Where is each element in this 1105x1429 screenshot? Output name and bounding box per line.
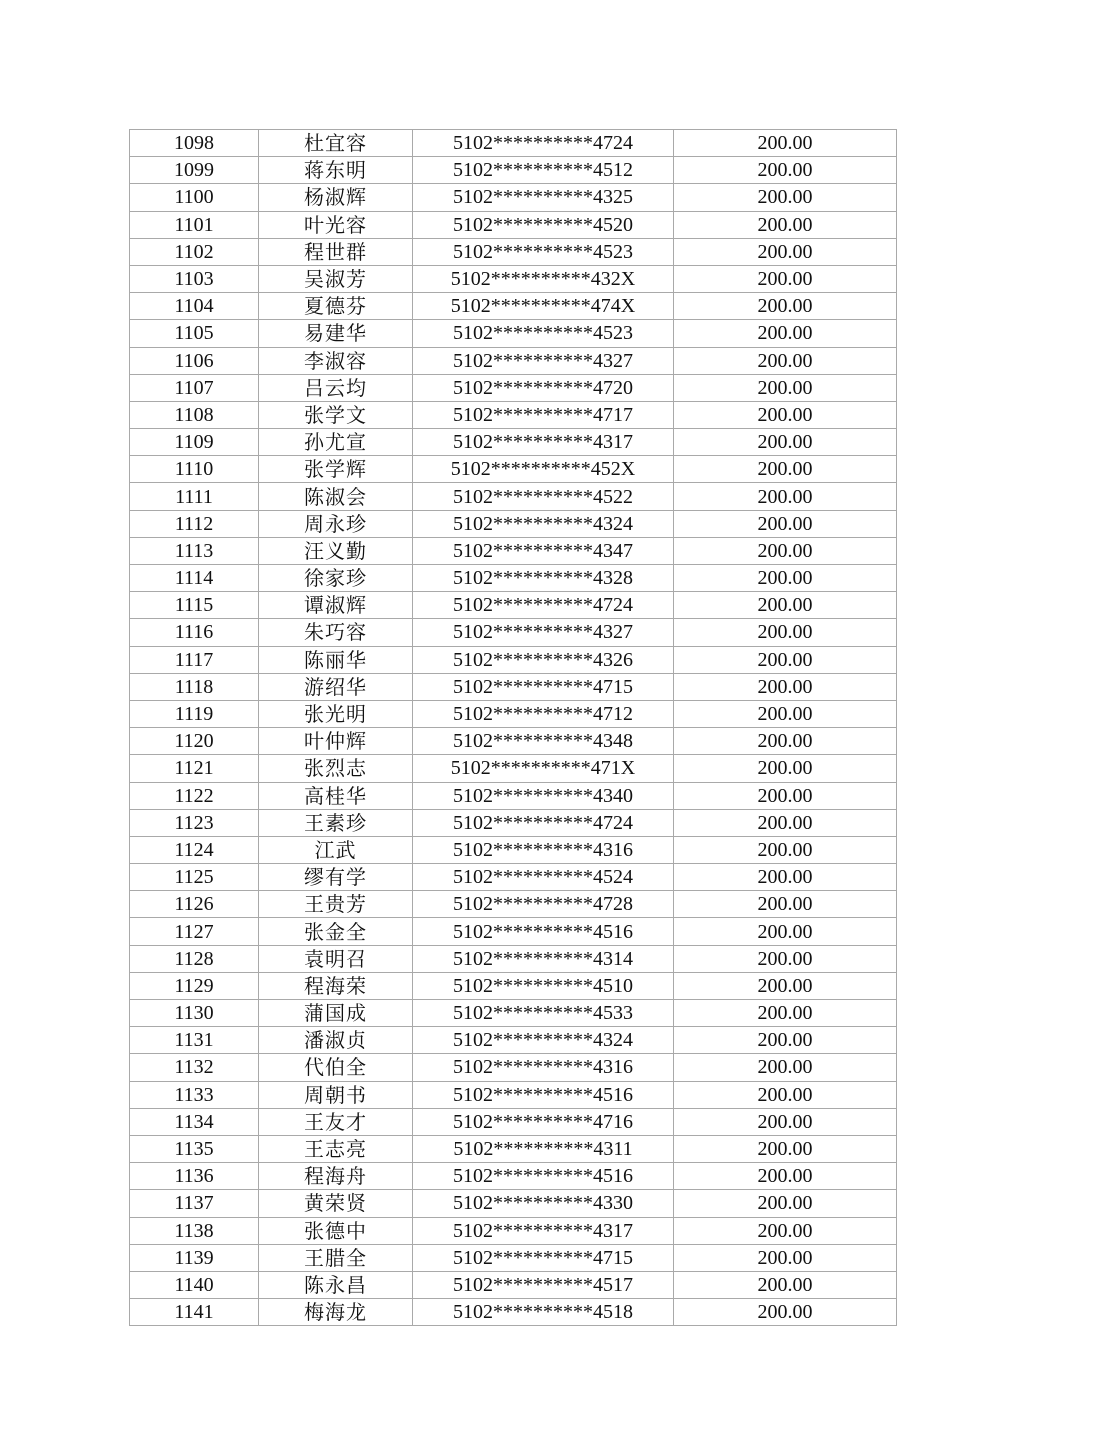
row-number-cell: 1108 bbox=[130, 401, 259, 428]
table-row bbox=[130, 265, 897, 292]
person-name-cell: 梅海龙 bbox=[259, 1299, 413, 1326]
person-name-cell: 叶仲辉 bbox=[259, 728, 413, 755]
id-number-cell: 5102**********432X bbox=[413, 265, 674, 292]
row-number-cell: 1098 bbox=[130, 130, 259, 157]
person-name-cell: 潘淑贞 bbox=[259, 1027, 413, 1054]
amount-cell: 200.00 bbox=[674, 1027, 897, 1054]
id-number-cell: 5102**********4517 bbox=[413, 1271, 674, 1298]
person-name-cell: 张学文 bbox=[259, 401, 413, 428]
table-row bbox=[130, 1027, 897, 1054]
amount-cell: 200.00 bbox=[674, 157, 897, 184]
row-number-cell: 1109 bbox=[130, 429, 259, 456]
roster-table bbox=[129, 129, 897, 1326]
table-row bbox=[130, 700, 897, 727]
id-number-cell: 5102**********4728 bbox=[413, 891, 674, 918]
id-number-cell: 5102**********4724 bbox=[413, 592, 674, 619]
id-number-cell: 5102**********4712 bbox=[413, 700, 674, 727]
amount-cell: 200.00 bbox=[674, 1081, 897, 1108]
person-name-cell: 易建华 bbox=[259, 320, 413, 347]
row-number-cell: 1125 bbox=[130, 864, 259, 891]
row-number-cell: 1127 bbox=[130, 918, 259, 945]
amount-cell: 200.00 bbox=[674, 211, 897, 238]
table-row bbox=[130, 537, 897, 564]
amount-cell: 200.00 bbox=[674, 809, 897, 836]
table-row bbox=[130, 483, 897, 510]
row-number-cell: 1124 bbox=[130, 836, 259, 863]
id-number-cell: 5102**********4324 bbox=[413, 510, 674, 537]
row-number-cell: 1123 bbox=[130, 809, 259, 836]
id-number-cell: 5102**********4316 bbox=[413, 1054, 674, 1081]
id-number-cell: 5102**********4516 bbox=[413, 1163, 674, 1190]
amount-cell: 200.00 bbox=[674, 891, 897, 918]
amount-cell: 200.00 bbox=[674, 646, 897, 673]
table-row bbox=[130, 592, 897, 619]
table-row bbox=[130, 673, 897, 700]
table-row bbox=[130, 809, 897, 836]
amount-cell: 200.00 bbox=[674, 918, 897, 945]
table-row bbox=[130, 1190, 897, 1217]
row-number-cell: 1136 bbox=[130, 1163, 259, 1190]
id-number-cell: 5102**********4518 bbox=[413, 1299, 674, 1326]
table-row bbox=[130, 401, 897, 428]
amount-cell: 200.00 bbox=[674, 755, 897, 782]
id-number-cell: 5102**********4317 bbox=[413, 429, 674, 456]
id-number-cell: 5102**********4522 bbox=[413, 483, 674, 510]
row-number-cell: 1107 bbox=[130, 374, 259, 401]
row-number-cell: 1118 bbox=[130, 673, 259, 700]
id-number-cell: 5102**********4520 bbox=[413, 211, 674, 238]
table-row bbox=[130, 782, 897, 809]
row-number-cell: 1131 bbox=[130, 1027, 259, 1054]
id-number-cell: 5102**********4328 bbox=[413, 565, 674, 592]
table-row bbox=[130, 1108, 897, 1135]
row-number-cell: 1137 bbox=[130, 1190, 259, 1217]
person-name-cell: 张金全 bbox=[259, 918, 413, 945]
row-number-cell: 1126 bbox=[130, 891, 259, 918]
id-number-cell: 5102**********4316 bbox=[413, 836, 674, 863]
row-number-cell: 1139 bbox=[130, 1244, 259, 1271]
amount-cell: 200.00 bbox=[674, 1299, 897, 1326]
id-number-cell: 5102**********4326 bbox=[413, 646, 674, 673]
person-name-cell: 张德中 bbox=[259, 1217, 413, 1244]
amount-cell: 200.00 bbox=[674, 700, 897, 727]
table-row bbox=[130, 1081, 897, 1108]
table-row bbox=[130, 320, 897, 347]
person-name-cell: 江武 bbox=[259, 836, 413, 863]
table-row bbox=[130, 972, 897, 999]
person-name-cell: 程海荣 bbox=[259, 972, 413, 999]
table-row bbox=[130, 755, 897, 782]
row-number-cell: 1104 bbox=[130, 293, 259, 320]
row-number-cell: 1114 bbox=[130, 565, 259, 592]
person-name-cell: 叶光容 bbox=[259, 211, 413, 238]
amount-cell: 200.00 bbox=[674, 320, 897, 347]
table-row bbox=[130, 1271, 897, 1298]
id-number-cell: 5102**********4716 bbox=[413, 1108, 674, 1135]
person-name-cell: 缪有学 bbox=[259, 864, 413, 891]
table-row bbox=[130, 918, 897, 945]
table-row bbox=[130, 864, 897, 891]
id-number-cell: 5102**********4523 bbox=[413, 238, 674, 265]
amount-cell: 200.00 bbox=[674, 592, 897, 619]
table-row bbox=[130, 238, 897, 265]
table-row bbox=[130, 1163, 897, 1190]
amount-cell: 200.00 bbox=[674, 184, 897, 211]
person-name-cell: 王素珍 bbox=[259, 809, 413, 836]
person-name-cell: 高桂华 bbox=[259, 782, 413, 809]
person-name-cell: 王腊全 bbox=[259, 1244, 413, 1271]
amount-cell: 200.00 bbox=[674, 836, 897, 863]
table-row bbox=[130, 374, 897, 401]
amount-cell: 200.00 bbox=[674, 401, 897, 428]
id-number-cell: 5102**********4523 bbox=[413, 320, 674, 347]
id-number-cell: 5102**********4524 bbox=[413, 864, 674, 891]
person-name-cell: 陈淑会 bbox=[259, 483, 413, 510]
amount-cell: 200.00 bbox=[674, 347, 897, 374]
person-name-cell: 夏德芬 bbox=[259, 293, 413, 320]
row-number-cell: 1128 bbox=[130, 945, 259, 972]
amount-cell: 200.00 bbox=[674, 673, 897, 700]
person-name-cell: 王友才 bbox=[259, 1108, 413, 1135]
amount-cell: 200.00 bbox=[674, 864, 897, 891]
amount-cell: 200.00 bbox=[674, 1244, 897, 1271]
id-number-cell: 5102**********4325 bbox=[413, 184, 674, 211]
person-name-cell: 程世群 bbox=[259, 238, 413, 265]
person-name-cell: 陈丽华 bbox=[259, 646, 413, 673]
table-row bbox=[130, 728, 897, 755]
person-name-cell: 杨淑辉 bbox=[259, 184, 413, 211]
roster-table-body bbox=[130, 130, 897, 1326]
table-row bbox=[130, 157, 897, 184]
row-number-cell: 1110 bbox=[130, 456, 259, 483]
id-number-cell: 5102**********4724 bbox=[413, 130, 674, 157]
person-name-cell: 吴淑芳 bbox=[259, 265, 413, 292]
row-number-cell: 1116 bbox=[130, 619, 259, 646]
row-number-cell: 1130 bbox=[130, 1000, 259, 1027]
amount-cell: 200.00 bbox=[674, 945, 897, 972]
row-number-cell: 1141 bbox=[130, 1299, 259, 1326]
table-row bbox=[130, 130, 897, 157]
person-name-cell: 徐家珍 bbox=[259, 565, 413, 592]
amount-cell: 200.00 bbox=[674, 293, 897, 320]
row-number-cell: 1129 bbox=[130, 972, 259, 999]
table-row bbox=[130, 836, 897, 863]
id-number-cell: 5102**********4512 bbox=[413, 157, 674, 184]
amount-cell: 200.00 bbox=[674, 429, 897, 456]
person-name-cell: 张烈志 bbox=[259, 755, 413, 782]
amount-cell: 200.00 bbox=[674, 510, 897, 537]
amount-cell: 200.00 bbox=[674, 728, 897, 755]
table-row bbox=[130, 429, 897, 456]
id-number-cell: 5102**********4720 bbox=[413, 374, 674, 401]
id-number-cell: 5102**********4317 bbox=[413, 1217, 674, 1244]
person-name-cell: 谭淑辉 bbox=[259, 592, 413, 619]
amount-cell: 200.00 bbox=[674, 1054, 897, 1081]
id-number-cell: 5102**********4330 bbox=[413, 1190, 674, 1217]
person-name-cell: 周朝书 bbox=[259, 1081, 413, 1108]
person-name-cell: 袁明召 bbox=[259, 945, 413, 972]
row-number-cell: 1135 bbox=[130, 1135, 259, 1162]
person-name-cell: 程海舟 bbox=[259, 1163, 413, 1190]
id-number-cell: 5102**********4516 bbox=[413, 918, 674, 945]
amount-cell: 200.00 bbox=[674, 782, 897, 809]
table-row bbox=[130, 945, 897, 972]
amount-cell: 200.00 bbox=[674, 537, 897, 564]
amount-cell: 200.00 bbox=[674, 1135, 897, 1162]
amount-cell: 200.00 bbox=[674, 1108, 897, 1135]
id-number-cell: 5102**********4324 bbox=[413, 1027, 674, 1054]
amount-cell: 200.00 bbox=[674, 565, 897, 592]
person-name-cell: 孙尤宣 bbox=[259, 429, 413, 456]
amount-cell: 200.00 bbox=[674, 1271, 897, 1298]
table-row bbox=[130, 565, 897, 592]
row-number-cell: 1138 bbox=[130, 1217, 259, 1244]
table-row bbox=[130, 1135, 897, 1162]
amount-cell: 200.00 bbox=[674, 1190, 897, 1217]
row-number-cell: 1105 bbox=[130, 320, 259, 347]
id-number-cell: 5102**********4717 bbox=[413, 401, 674, 428]
id-number-cell: 5102**********4347 bbox=[413, 537, 674, 564]
id-number-cell: 5102**********4533 bbox=[413, 1000, 674, 1027]
id-number-cell: 5102**********4327 bbox=[413, 619, 674, 646]
row-number-cell: 1113 bbox=[130, 537, 259, 564]
roster-sheet bbox=[129, 129, 897, 1326]
row-number-cell: 1140 bbox=[130, 1271, 259, 1298]
row-number-cell: 1119 bbox=[130, 700, 259, 727]
row-number-cell: 1099 bbox=[130, 157, 259, 184]
amount-cell: 200.00 bbox=[674, 483, 897, 510]
table-row bbox=[130, 619, 897, 646]
row-number-cell: 1100 bbox=[130, 184, 259, 211]
amount-cell: 200.00 bbox=[674, 374, 897, 401]
table-row bbox=[130, 1299, 897, 1326]
table-row bbox=[130, 184, 897, 211]
person-name-cell: 蒋东明 bbox=[259, 157, 413, 184]
amount-cell: 200.00 bbox=[674, 1000, 897, 1027]
table-row bbox=[130, 510, 897, 537]
amount-cell: 200.00 bbox=[674, 1217, 897, 1244]
person-name-cell: 周永珍 bbox=[259, 510, 413, 537]
amount-cell: 200.00 bbox=[674, 1163, 897, 1190]
row-number-cell: 1117 bbox=[130, 646, 259, 673]
row-number-cell: 1102 bbox=[130, 238, 259, 265]
amount-cell: 200.00 bbox=[674, 130, 897, 157]
id-number-cell: 5102**********4516 bbox=[413, 1081, 674, 1108]
table-row bbox=[130, 891, 897, 918]
id-number-cell: 5102**********474X bbox=[413, 293, 674, 320]
table-row bbox=[130, 293, 897, 320]
row-number-cell: 1103 bbox=[130, 265, 259, 292]
row-number-cell: 1115 bbox=[130, 592, 259, 619]
row-number-cell: 1106 bbox=[130, 347, 259, 374]
table-row bbox=[130, 1217, 897, 1244]
person-name-cell: 朱巧容 bbox=[259, 619, 413, 646]
person-name-cell: 汪义勤 bbox=[259, 537, 413, 564]
id-number-cell: 5102**********4724 bbox=[413, 809, 674, 836]
id-number-cell: 5102**********4327 bbox=[413, 347, 674, 374]
person-name-cell: 黄荣贤 bbox=[259, 1190, 413, 1217]
amount-cell: 200.00 bbox=[674, 456, 897, 483]
amount-cell: 200.00 bbox=[674, 238, 897, 265]
person-name-cell: 李淑容 bbox=[259, 347, 413, 374]
table-row bbox=[130, 347, 897, 374]
row-number-cell: 1132 bbox=[130, 1054, 259, 1081]
row-number-cell: 1101 bbox=[130, 211, 259, 238]
amount-cell: 200.00 bbox=[674, 265, 897, 292]
row-number-cell: 1122 bbox=[130, 782, 259, 809]
person-name-cell: 蒲国成 bbox=[259, 1000, 413, 1027]
table-row bbox=[130, 211, 897, 238]
id-number-cell: 5102**********4311 bbox=[413, 1135, 674, 1162]
id-number-cell: 5102**********4715 bbox=[413, 1244, 674, 1271]
row-number-cell: 1121 bbox=[130, 755, 259, 782]
person-name-cell: 代伯全 bbox=[259, 1054, 413, 1081]
amount-cell: 200.00 bbox=[674, 619, 897, 646]
id-number-cell: 5102**********4715 bbox=[413, 673, 674, 700]
table-row bbox=[130, 646, 897, 673]
id-number-cell: 5102**********4314 bbox=[413, 945, 674, 972]
person-name-cell: 吕云均 bbox=[259, 374, 413, 401]
row-number-cell: 1133 bbox=[130, 1081, 259, 1108]
id-number-cell: 5102**********4510 bbox=[413, 972, 674, 999]
person-name-cell: 王贵芳 bbox=[259, 891, 413, 918]
amount-cell: 200.00 bbox=[674, 972, 897, 999]
row-number-cell: 1134 bbox=[130, 1108, 259, 1135]
person-name-cell: 张学辉 bbox=[259, 456, 413, 483]
id-number-cell: 5102**********452X bbox=[413, 456, 674, 483]
person-name-cell: 游绍华 bbox=[259, 673, 413, 700]
table-row bbox=[130, 1000, 897, 1027]
person-name-cell: 杜宜容 bbox=[259, 130, 413, 157]
id-number-cell: 5102**********4348 bbox=[413, 728, 674, 755]
row-number-cell: 1111 bbox=[130, 483, 259, 510]
table-row bbox=[130, 1054, 897, 1081]
person-name-cell: 张光明 bbox=[259, 700, 413, 727]
person-name-cell: 王志亮 bbox=[259, 1135, 413, 1162]
id-number-cell: 5102**********471X bbox=[413, 755, 674, 782]
table-row bbox=[130, 1244, 897, 1271]
row-number-cell: 1112 bbox=[130, 510, 259, 537]
id-number-cell: 5102**********4340 bbox=[413, 782, 674, 809]
row-number-cell: 1120 bbox=[130, 728, 259, 755]
person-name-cell: 陈永昌 bbox=[259, 1271, 413, 1298]
table-row bbox=[130, 456, 897, 483]
